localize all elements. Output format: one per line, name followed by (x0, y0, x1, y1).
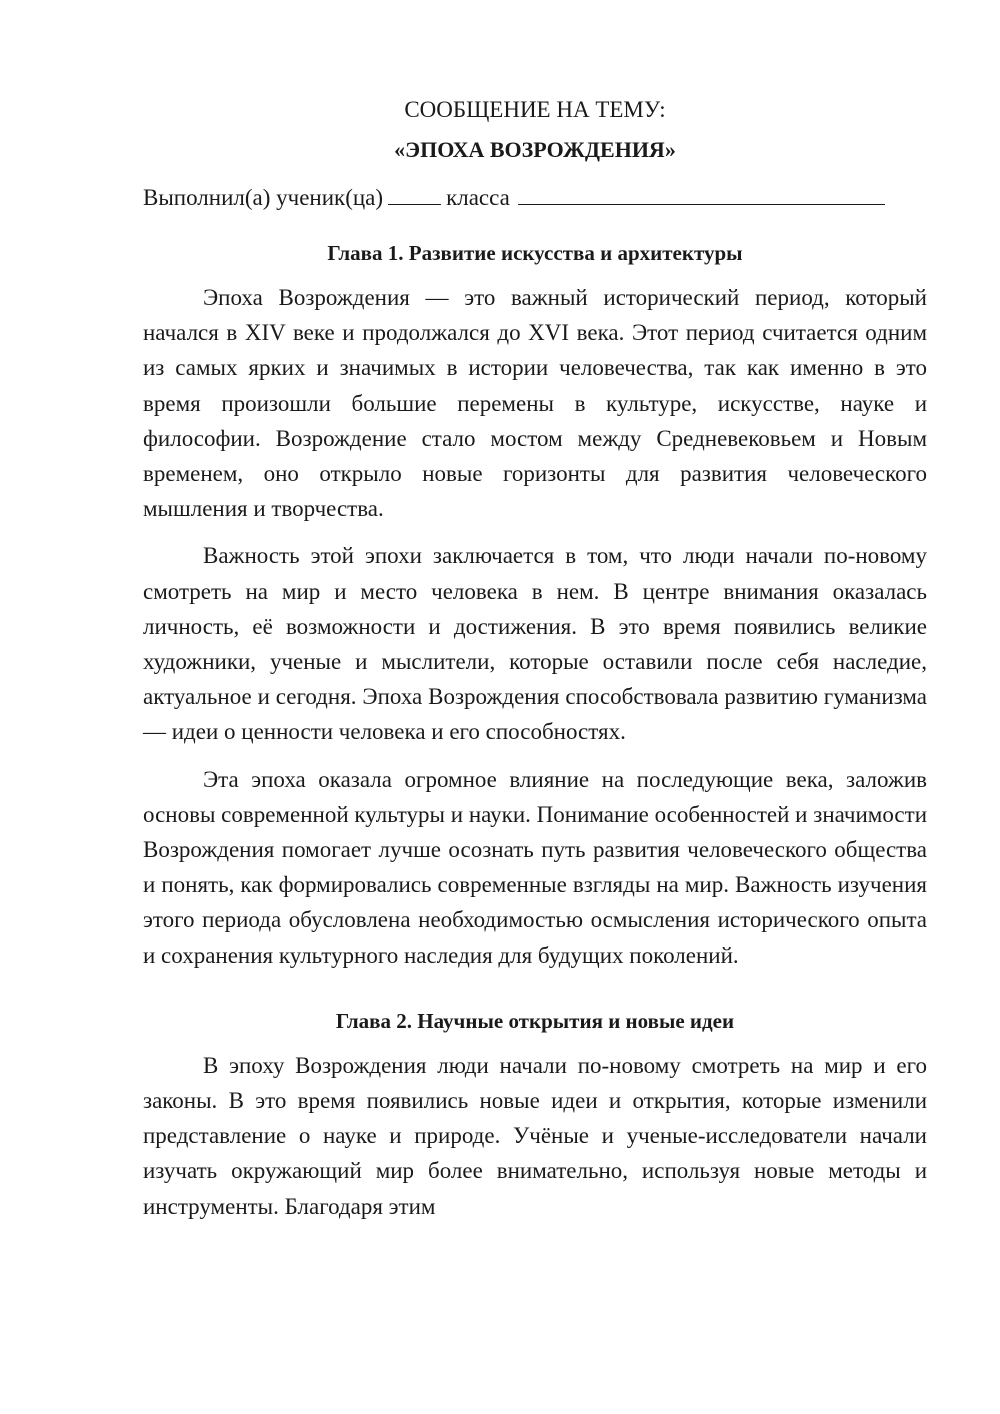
document-subtitle: «ЭПОХА ВОЗРОЖДЕНИЯ» (394, 137, 676, 162)
chapter-2-heading: Глава 2. Научные открытия и новые идеи (335, 1008, 735, 1033)
name-blank (518, 184, 885, 205)
chapter-1-paragraph-1: Эпоха Возрождения — это важный исторический период, который начался в XIV веке и продолжался до XVI века. Этот период считается одним из самых ярких и значимых в истории человечества, так как именно в это время произошли большие перемены в культуре, искусстве, науке и философии. Возрождение стало мостом между Средневековьем и Новым временем, оно открыло новые горизонты для развития человеческого мышления и творчества. (143, 285, 927, 522)
document-page (143, 92, 927, 1224)
chapter-2-paragraph-1: В эпоху Возрождения люди начали по-новому смотреть на мир и его законы. В это время появились новые идеи и открытия, которые изменили представление о науке и природе. Учёные и ученые-исследователи начали изучать окружающий мир более внимательно, используя новые методы и инструменты. Благодаря этим (143, 1052, 927, 1219)
class-number-blank (388, 184, 441, 205)
chapter-1-paragraph-2: Важность этой эпохи заключается в том, что люди начали по-новому смотреть на мир и место человека в нем. В центре внимания оказалась личность, её возможности и достижения. В это время появились великие художники, ученые и мыслители, которые оставили после себя наследие, актуальное и сегодня. Эпоха Возрождения способствовала развитию гуманизма — идеи о ценности человека и его способностях. (143, 543, 927, 745)
chapter-1-paragraph-3: Эта эпоха оказала огромное влияние на последующие века, заложив основы современной культуры и науки. Понимание особенностей и значимости Возрождения помогает лучше осознать путь развития человеческого общества и понять, как формировались современные взгляды на мир. Важность изучения этого периода обусловлена необходимостью осмысления исторического опыта и сохранения культурного наследия для будущих поколений. (143, 766, 927, 968)
document-title: СООБЩЕНИЕ НА ТЕМУ: (404, 97, 666, 122)
author-line-prefix: Выполнил(а) ученик(ца) (143, 185, 384, 210)
chapter-1-heading: Глава 1. Развитие искусства и архитектуры (327, 241, 743, 265)
author-line (143, 182, 927, 214)
author-line-middle: класса (446, 185, 510, 210)
